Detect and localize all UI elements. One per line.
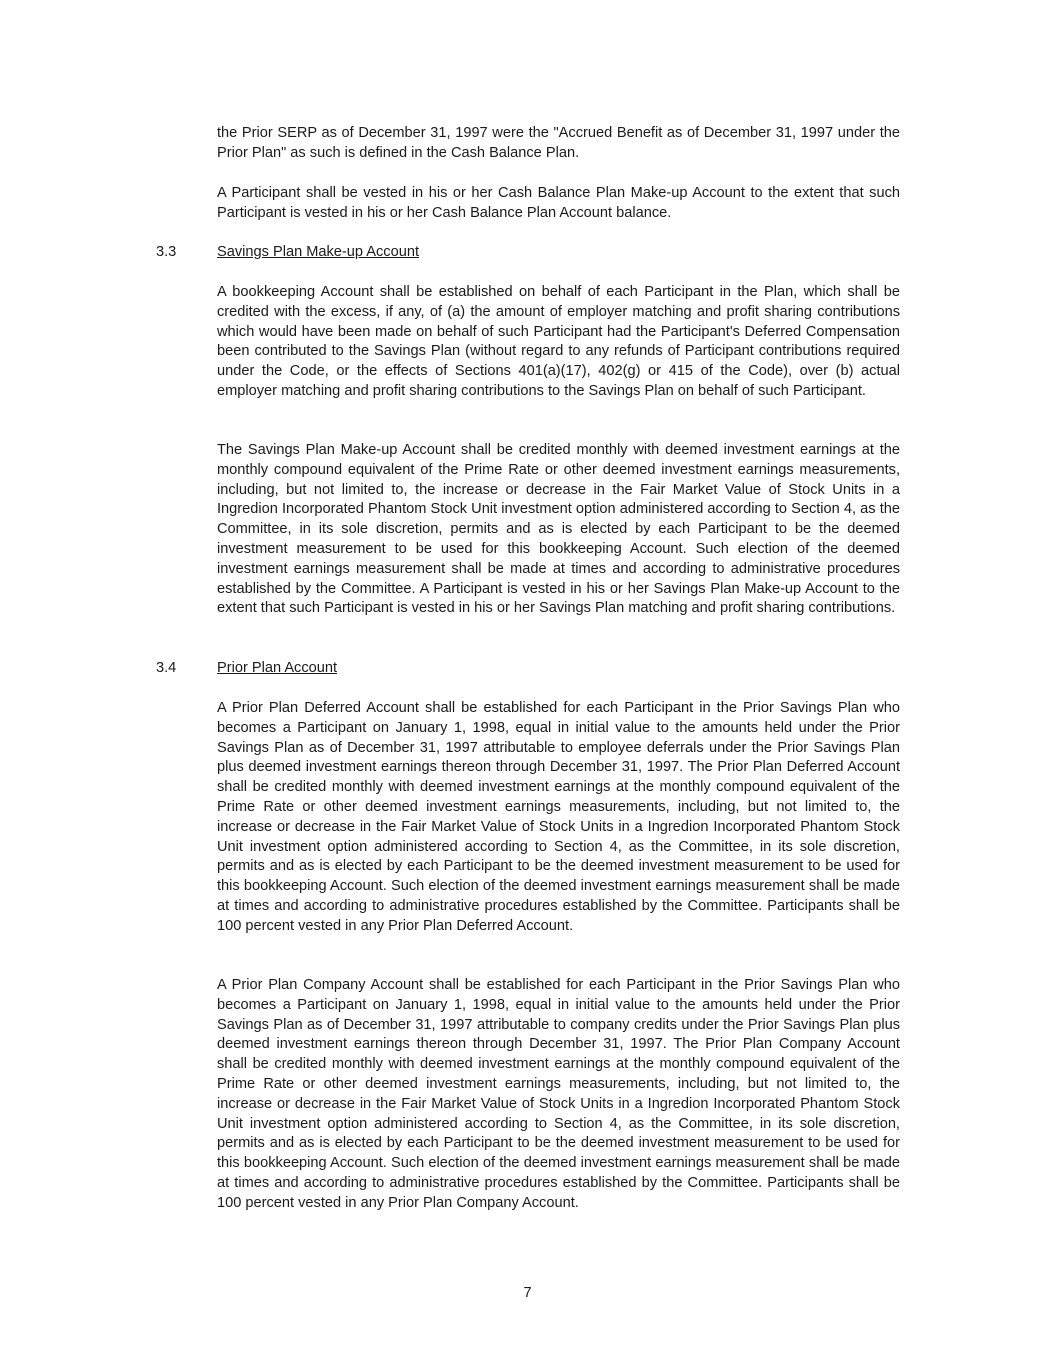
paragraph-bookkeeping-account: A bookkeeping Account shall be established on behalf of each Participant in the Plan, which shall be credited with the excess, if any, of (a) the amount of employer matching and profit sharing contributions which would have been made on behalf of such Participant had the Participant's Deferred Compensation been contributed to the Savings Plan (without regard to any refunds of Participant contributions required under the Code, or the effects of Sections 401(a)(17), 402(g) or 415 of the Code), over (b) actual employer matching and profit sharing contributions to the Savings Plan on behalf of such Participant. bbox=[217, 284, 900, 399]
section-heading-savings-plan-makeup: Savings Plan Make-up Account bbox=[217, 244, 419, 260]
paragraph-prior-plan-deferred: A Prior Plan Deferred Account shall be established for each Participant in the Prior Savings Plan who becomes a Participant on January 1, 1998, equal in initial value to the amounts held under the Prior Savings Plan as of December 31, 1997 attributable to employee deferrals under the Prior Savings Plan plus deemed investment earnings thereon through December 31, 1997. The Prior Plan Deferred Account shall be credited monthly with deemed investment earnings at the monthly compound equivalent of the Prime Rate or other deemed investment earnings measurements, including, but not limited to, the increase or decrease in the Fair Market Value of Stock Units in a Ingredion Incorporated Phantom Stock Unit investment option administered according to Section 4, as the Committee, in its sole discretion, permits and as is elected by each Participant to be the deemed investment measurement to be used for this bookkeeping Account. Such election of the deemed investment earnings measurement shall be made at times and according to administrative procedures established by the Committee. Participants shall be 100 percent vested in any Prior Plan Deferred Account. bbox=[217, 700, 900, 934]
section-heading-prior-plan-account: Prior Plan Account bbox=[217, 660, 338, 676]
page-number: 7 bbox=[523, 1285, 532, 1301]
section-number-3-3: 3.3 bbox=[156, 244, 177, 260]
paragraph-prior-plan-company: A Prior Plan Company Account shall be established for each Participant in the Prior Savings Plan who becomes a Participant on January 1, 1998, equal in initial value to the amounts held under the Prior Savings Plan as of December 31, 1997 attributable to company credits under the Prior Savings Plan plus deemed investment earnings thereon through December 31, 1997. The Prior Plan Company Account shall be credited monthly with deemed investment earnings at the monthly compound equivalent of the Prime Rate or other deemed investment earnings measurements, including, but not limited to, the increase or decrease in the Fair Market Value of Stock Units in a Ingredion Incorporated Phantom Stock Unit investment option administered according to Section 4, as the Committee, in its sole discretion, permits and as is elected by each Participant to be the deemed investment measurement to be used for this bookkeeping Account. Such election of the deemed investment earnings measurement shall be made at times and according to administrative procedures established by the Committee. Participants shall be 100 percent vested in any Prior Plan Company Account. bbox=[217, 977, 900, 1211]
paragraph-cash-balance-vesting: A Participant shall be vested in his or her Cash Balance Plan Make-up Account to the extent that such Participant is vested in his or her Cash Balance Plan Account balance. bbox=[217, 185, 900, 221]
paragraph-savings-plan-earnings: The Savings Plan Make-up Account shall be credited monthly with deemed investment earnings at the monthly compound equivalent of the Prime Rate or other deemed investment earnings measurements, including, but not limited to, the increase or decrease in the Fair Market Value of Stock Units in a Ingredion Incorporated Phantom Stock Unit investment option administered according to Section 4, as the Committee, in its sole discretion, permits and as is elected by each Participant to be the deemed investment measurement to be used for this bookkeeping Account. Such election of the deemed investment earnings measurement shall be made at times and according to administrative procedures established by the Committee. A Participant is vested in his or her Savings Plan Make-up Account to the extent that such Participant is vested in his or her Savings Plan matching and profit sharing contributions. bbox=[217, 442, 900, 617]
section-number-3-4: 3.4 bbox=[156, 660, 177, 676]
paragraph-prior-serp: the Prior SERP as of December 31, 1997 were the "Accrued Benefit as of December 31, 1997 under the Prior Plan" as such is defined in the Cash Balance Plan. bbox=[217, 125, 900, 161]
